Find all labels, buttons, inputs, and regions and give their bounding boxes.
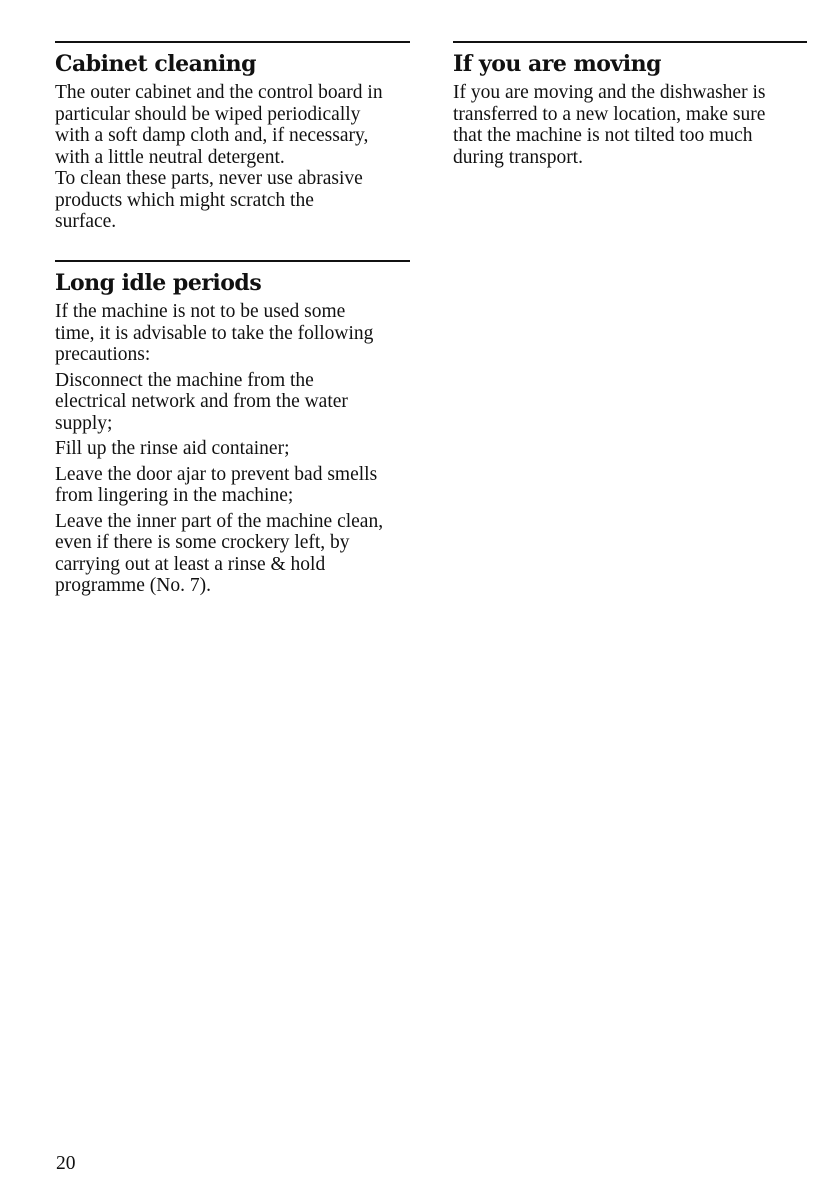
text-line: transferred to a new location, make sure [453, 103, 766, 125]
text-line: with a little neutral detergent. [55, 146, 285, 168]
paragraph-idle-door [55, 464, 430, 507]
text-line: surface. [55, 211, 117, 232]
text-line: programme (No. 7). [55, 575, 211, 596]
text-line: If the machine is not to be used some [55, 301, 346, 322]
paragraph-idle-intro [55, 301, 430, 366]
paragraph-moving [453, 82, 813, 168]
text-line: Leave the inner part of the machine clean, [55, 510, 384, 532]
text-line: The outer cabinet and the control board in [55, 82, 383, 103]
heading-long-idle-periods: Long idle periods [55, 270, 262, 296]
paragraph-idle-disconnect [55, 370, 430, 435]
text-line: particular should be wiped periodically [55, 103, 361, 125]
text-line: To clean these parts, never use abrasive [55, 168, 363, 189]
section-cabinet-cleaning [55, 41, 425, 233]
section-divider [453, 41, 807, 43]
heading-cabinet-cleaning: Cabinet cleaning [55, 51, 257, 77]
text-line: carrying out at least a rinse & hold [55, 553, 326, 575]
heading-if-you-are-moving: If you are moving [453, 51, 661, 77]
paragraph-idle-clean [55, 511, 430, 597]
text-line: precautions: [55, 344, 151, 365]
text-line: products which might scratch the [55, 189, 314, 211]
section-divider [55, 260, 410, 262]
section-if-you-are-moving [453, 41, 813, 168]
text-line: even if there is some crockery left, by [55, 532, 350, 553]
text-line: supply; [55, 412, 113, 434]
section-divider [55, 41, 410, 43]
text-line: during transport. [453, 146, 583, 168]
text-line: Leave the door ajar to prevent bad smells [55, 463, 378, 485]
text-line: with a soft damp cloth and, if necessary, [55, 125, 369, 146]
paragraph-cabinet-cleaning [55, 82, 425, 233]
text-line: that the machine is not tilted too much [453, 125, 753, 146]
paragraph-idle-rinse-aid [55, 438, 430, 460]
text-line: If you are moving and the dishwasher is [453, 82, 766, 103]
page-number: 20 [56, 1153, 76, 1174]
section-long-idle-periods [55, 260, 430, 597]
text-line: Disconnect the machine from the [55, 369, 314, 391]
text-line: Fill up the rinse aid container; [55, 438, 290, 459]
text-line: from lingering in the machine; [55, 485, 294, 506]
text-line: electrical network and from the water [55, 391, 348, 412]
text-line: time, it is advisable to take the following [55, 322, 374, 344]
